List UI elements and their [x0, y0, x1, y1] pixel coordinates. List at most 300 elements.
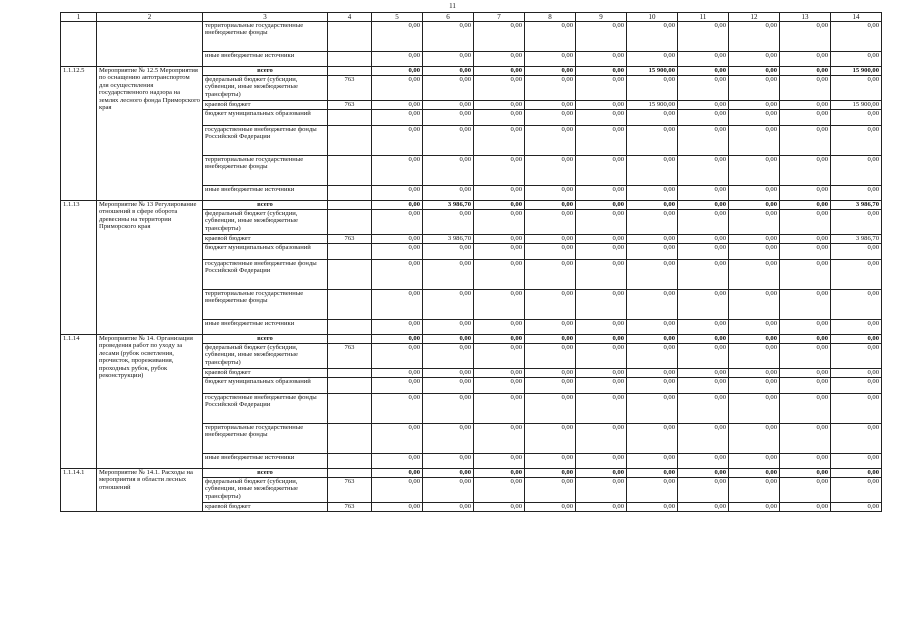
value-cell: 0,00 — [372, 67, 423, 76]
value-cell: 0,00 — [576, 186, 627, 201]
column-number: 2 — [97, 13, 203, 22]
value-cell: 0,00 — [678, 454, 729, 469]
value-cell: 0,00 — [474, 201, 525, 210]
value-cell: 0,00 — [831, 344, 882, 369]
value-cell: 0,00 — [729, 110, 780, 126]
value-cell: 0,00 — [678, 478, 729, 503]
value-cell: 0,00 — [780, 503, 831, 512]
value-cell: 0,00 — [372, 424, 423, 454]
value-cell: 0,00 — [729, 235, 780, 244]
value-cell: 0,00 — [525, 454, 576, 469]
value-cell: 0,00 — [525, 76, 576, 101]
value-cell: 0,00 — [474, 369, 525, 378]
value-cell: 0,00 — [780, 260, 831, 290]
value-cell: 0,00 — [729, 424, 780, 454]
value-cell: 0,00 — [780, 186, 831, 201]
value-cell: 0,00 — [525, 126, 576, 156]
value-cell: 0,00 — [831, 244, 882, 260]
grbs-cell — [328, 394, 372, 424]
value-cell: 0,00 — [474, 478, 525, 503]
value-cell: 0,00 — [423, 478, 474, 503]
column-number: 4 — [328, 13, 372, 22]
value-cell: 0,00 — [474, 469, 525, 478]
value-cell: 0,00 — [372, 469, 423, 478]
value-cell: 0,00 — [474, 424, 525, 454]
value-cell: 0,00 — [780, 424, 831, 454]
value-cell: 0,00 — [525, 320, 576, 335]
value-cell: 0,00 — [627, 260, 678, 290]
value-cell: 0,00 — [576, 335, 627, 344]
value-cell: 0,00 — [576, 454, 627, 469]
source-cell: краевой бюджет — [203, 503, 328, 512]
value-cell: 0,00 — [729, 335, 780, 344]
value-cell: 0,00 — [576, 469, 627, 478]
value-cell: 0,00 — [423, 67, 474, 76]
header-row — [61, 13, 882, 22]
value-cell: 0,00 — [780, 235, 831, 244]
value-cell: 0,00 — [423, 290, 474, 320]
value-cell: 0,00 — [831, 335, 882, 344]
value-cell: 0,00 — [627, 210, 678, 235]
measure-code: 1.1.14.1 — [61, 469, 97, 512]
source-cell: всего — [203, 201, 328, 210]
value-cell: 0,00 — [780, 454, 831, 469]
value-cell: 0,00 — [678, 335, 729, 344]
value-cell: 0,00 — [525, 424, 576, 454]
value-cell: 3 986,70 — [831, 235, 882, 244]
value-cell: 0,00 — [474, 454, 525, 469]
value-cell: 0,00 — [372, 378, 423, 394]
value-cell: 0,00 — [678, 369, 729, 378]
source-cell: федеральный бюджет (субсидии, субвенции, иные межбюджетные трансферты) — [203, 76, 328, 101]
value-cell: 0,00 — [729, 369, 780, 378]
value-cell: 0,00 — [474, 76, 525, 101]
source-cell: всего — [203, 335, 328, 344]
value-cell: 0,00 — [372, 76, 423, 101]
source-cell: федеральный бюджет (субсидии, субвенции, иные межбюджетные трансферты) — [203, 210, 328, 235]
source-cell: федеральный бюджет (субсидии, субвенции, иные межбюджетные трансферты) — [203, 344, 328, 369]
value-cell: 0,00 — [729, 320, 780, 335]
value-cell: 0,00 — [525, 394, 576, 424]
source-cell: государственные внебюджетные фонды Российской Федерации — [203, 260, 328, 290]
measure-name: Мероприятие № 12.5 Мероприятия по оснащению автотранспортом для осуществления государственного надзора на землях лесного фонда Приморского края — [97, 67, 203, 201]
value-cell: 0,00 — [729, 378, 780, 394]
value-cell: 0,00 — [372, 320, 423, 335]
value-cell: 0,00 — [474, 67, 525, 76]
value-cell: 0,00 — [423, 244, 474, 260]
value-cell: 0,00 — [729, 156, 780, 186]
value-cell: 0,00 — [525, 101, 576, 110]
value-cell: 0,00 — [423, 394, 474, 424]
value-cell: 0,00 — [525, 186, 576, 201]
value-cell: 0,00 — [576, 503, 627, 512]
grbs-cell — [328, 110, 372, 126]
value-cell: 0,00 — [627, 369, 678, 378]
source-cell: всего — [203, 469, 328, 478]
value-cell: 0,00 — [525, 344, 576, 369]
table-row — [61, 469, 882, 478]
grbs-cell — [328, 67, 372, 76]
value-cell: 0,00 — [678, 260, 729, 290]
value-cell: 0,00 — [372, 156, 423, 186]
grbs-cell — [328, 378, 372, 394]
value-cell: 0,00 — [576, 478, 627, 503]
value-cell: 0,00 — [729, 52, 780, 67]
measure-code: 1.1.14 — [61, 335, 97, 469]
value-cell: 0,00 — [525, 52, 576, 67]
grbs-cell — [328, 22, 372, 52]
grbs-cell — [328, 335, 372, 344]
value-cell: 0,00 — [780, 394, 831, 424]
value-cell: 0,00 — [627, 156, 678, 186]
column-number: 1 — [61, 13, 97, 22]
value-cell: 0,00 — [627, 469, 678, 478]
value-cell: 0,00 — [627, 201, 678, 210]
value-cell: 0,00 — [627, 454, 678, 469]
table-body — [61, 13, 882, 512]
value-cell: 0,00 — [576, 320, 627, 335]
value-cell: 0,00 — [831, 110, 882, 126]
measure-name: Мероприятие № 13 Регулирование отношений в сфере оборота древесины на территории Приморского края — [97, 201, 203, 335]
value-cell: 0,00 — [576, 101, 627, 110]
grbs-cell — [328, 369, 372, 378]
value-cell: 0,00 — [780, 201, 831, 210]
value-cell: 0,00 — [423, 210, 474, 235]
value-cell: 15 900,00 — [627, 67, 678, 76]
budget-table — [60, 12, 882, 512]
value-cell: 0,00 — [678, 76, 729, 101]
value-cell: 0,00 — [678, 110, 729, 126]
value-cell: 0,00 — [729, 469, 780, 478]
source-cell: территориальные государственные внебюджетные фонды — [203, 22, 328, 52]
value-cell: 0,00 — [780, 335, 831, 344]
value-cell: 0,00 — [627, 290, 678, 320]
value-cell: 0,00 — [678, 186, 729, 201]
value-cell: 0,00 — [780, 126, 831, 156]
value-cell: 0,00 — [627, 126, 678, 156]
value-cell: 0,00 — [678, 290, 729, 320]
value-cell: 0,00 — [780, 156, 831, 186]
table-row — [61, 201, 882, 210]
value-cell: 3 986,70 — [423, 235, 474, 244]
value-cell: 0,00 — [627, 235, 678, 244]
value-cell: 0,00 — [525, 335, 576, 344]
value-cell: 0,00 — [831, 126, 882, 156]
value-cell: 0,00 — [525, 235, 576, 244]
value-cell: 0,00 — [474, 210, 525, 235]
value-cell: 0,00 — [831, 156, 882, 186]
column-number: 14 — [831, 13, 882, 22]
value-cell: 0,00 — [831, 469, 882, 478]
table-row — [61, 67, 882, 76]
table-row — [61, 335, 882, 344]
value-cell: 0,00 — [678, 320, 729, 335]
value-cell: 0,00 — [576, 260, 627, 290]
value-cell: 0,00 — [627, 320, 678, 335]
source-cell: краевой бюджет — [203, 235, 328, 244]
value-cell: 0,00 — [525, 110, 576, 126]
value-cell: 0,00 — [831, 260, 882, 290]
value-cell: 3 986,70 — [423, 201, 474, 210]
value-cell: 0,00 — [729, 244, 780, 260]
grbs-cell: 763 — [328, 76, 372, 101]
value-cell: 0,00 — [474, 101, 525, 110]
value-cell: 0,00 — [780, 52, 831, 67]
grbs-cell — [328, 126, 372, 156]
value-cell: 0,00 — [423, 101, 474, 110]
value-cell: 0,00 — [780, 290, 831, 320]
value-cell: 0,00 — [525, 290, 576, 320]
grbs-cell — [328, 210, 372, 235]
value-cell: 0,00 — [678, 503, 729, 512]
value-cell: 0,00 — [831, 454, 882, 469]
measure-code: 1.1.12.5 — [61, 67, 97, 201]
column-number: 11 — [678, 13, 729, 22]
value-cell: 0,00 — [576, 52, 627, 67]
value-cell: 0,00 — [576, 210, 627, 235]
column-number: 8 — [525, 13, 576, 22]
value-cell: 0,00 — [729, 76, 780, 101]
value-cell: 0,00 — [627, 424, 678, 454]
source-cell: иные внебюджетные источники — [203, 186, 328, 201]
value-cell: 0,00 — [576, 378, 627, 394]
value-cell: 0,00 — [576, 22, 627, 52]
value-cell: 0,00 — [831, 76, 882, 101]
value-cell: 0,00 — [576, 126, 627, 156]
name-cell — [97, 22, 203, 67]
value-cell: 0,00 — [627, 52, 678, 67]
grbs-cell: 763 — [328, 478, 372, 503]
value-cell: 0,00 — [423, 344, 474, 369]
column-number: 7 — [474, 13, 525, 22]
table-row — [61, 22, 882, 52]
value-cell: 0,00 — [831, 186, 882, 201]
value-cell: 0,00 — [474, 126, 525, 156]
value-cell: 0,00 — [729, 454, 780, 469]
grbs-cell — [328, 469, 372, 478]
value-cell: 0,00 — [423, 22, 474, 52]
value-cell: 0,00 — [525, 201, 576, 210]
value-cell: 0,00 — [678, 244, 729, 260]
value-cell: 0,00 — [831, 290, 882, 320]
value-cell: 0,00 — [831, 478, 882, 503]
column-number: 6 — [423, 13, 474, 22]
value-cell: 0,00 — [525, 22, 576, 52]
value-cell: 0,00 — [831, 22, 882, 52]
value-cell: 0,00 — [678, 67, 729, 76]
value-cell: 0,00 — [627, 244, 678, 260]
column-number: 13 — [780, 13, 831, 22]
value-cell: 0,00 — [780, 469, 831, 478]
source-cell: бюджет муниципальных образований — [203, 378, 328, 394]
value-cell: 0,00 — [372, 22, 423, 52]
value-cell: 0,00 — [678, 201, 729, 210]
value-cell: 0,00 — [474, 344, 525, 369]
measure-code: 1.1.13 — [61, 201, 97, 335]
source-cell: государственные внебюджетные фонды Российской Федерации — [203, 126, 328, 156]
value-cell: 0,00 — [423, 378, 474, 394]
source-cell: бюджет муниципальных образований — [203, 244, 328, 260]
grbs-cell — [328, 186, 372, 201]
value-cell: 0,00 — [576, 110, 627, 126]
value-cell: 0,00 — [576, 424, 627, 454]
value-cell: 15 900,00 — [627, 101, 678, 110]
value-cell: 0,00 — [678, 424, 729, 454]
value-cell: 0,00 — [729, 478, 780, 503]
page-number: 11 — [449, 2, 456, 10]
value-cell: 0,00 — [729, 503, 780, 512]
value-cell: 0,00 — [729, 126, 780, 156]
grbs-cell: 763 — [328, 503, 372, 512]
value-cell: 0,00 — [372, 290, 423, 320]
value-cell: 0,00 — [423, 503, 474, 512]
value-cell: 0,00 — [423, 260, 474, 290]
value-cell: 0,00 — [831, 424, 882, 454]
value-cell: 0,00 — [423, 320, 474, 335]
value-cell: 0,00 — [729, 201, 780, 210]
value-cell: 0,00 — [780, 378, 831, 394]
value-cell: 0,00 — [423, 156, 474, 186]
value-cell: 0,00 — [474, 22, 525, 52]
value-cell: 0,00 — [474, 244, 525, 260]
value-cell: 0,00 — [423, 126, 474, 156]
source-cell: бюджет муниципальных образований — [203, 110, 328, 126]
value-cell: 0,00 — [423, 469, 474, 478]
value-cell: 0,00 — [474, 235, 525, 244]
value-cell: 0,00 — [780, 369, 831, 378]
measure-name: Мероприятие № 14. Организация проведения работ по уходу за лесами (рубок осветления, прочисток, прореживания, проходных рубок, рубок реконструкции) — [97, 335, 203, 469]
value-cell: 0,00 — [678, 378, 729, 394]
value-cell: 0,00 — [729, 344, 780, 369]
value-cell: 0,00 — [474, 186, 525, 201]
value-cell: 0,00 — [678, 101, 729, 110]
value-cell: 0,00 — [525, 156, 576, 186]
value-cell: 0,00 — [678, 126, 729, 156]
grbs-cell — [328, 201, 372, 210]
value-cell: 0,00 — [729, 186, 780, 201]
value-cell: 0,00 — [831, 503, 882, 512]
value-cell: 0,00 — [780, 320, 831, 335]
value-cell: 0,00 — [627, 378, 678, 394]
column-number: 9 — [576, 13, 627, 22]
value-cell: 0,00 — [576, 244, 627, 260]
value-cell: 0,00 — [780, 76, 831, 101]
source-cell: краевой бюджет — [203, 369, 328, 378]
value-cell: 0,00 — [474, 290, 525, 320]
value-cell: 0,00 — [576, 290, 627, 320]
value-cell: 0,00 — [372, 210, 423, 235]
value-cell: 0,00 — [423, 335, 474, 344]
value-cell: 0,00 — [678, 156, 729, 186]
grbs-cell — [328, 320, 372, 335]
source-cell: территориальные государственные внебюджетные фонды — [203, 424, 328, 454]
column-number: 12 — [729, 13, 780, 22]
value-cell: 0,00 — [831, 369, 882, 378]
value-cell: 0,00 — [474, 320, 525, 335]
grbs-cell — [328, 424, 372, 454]
value-cell: 0,00 — [474, 394, 525, 424]
grbs-cell: 763 — [328, 235, 372, 244]
value-cell: 0,00 — [576, 156, 627, 186]
value-cell: 0,00 — [423, 76, 474, 101]
value-cell: 0,00 — [372, 201, 423, 210]
value-cell: 0,00 — [576, 369, 627, 378]
source-cell: краевой бюджет — [203, 101, 328, 110]
grbs-cell — [328, 454, 372, 469]
value-cell: 0,00 — [678, 469, 729, 478]
source-cell: иные внебюджетные источники — [203, 52, 328, 67]
grbs-cell — [328, 156, 372, 186]
value-cell: 0,00 — [525, 469, 576, 478]
source-cell: государственные внебюджетные фонды Российской Федерации — [203, 394, 328, 424]
value-cell: 0,00 — [525, 260, 576, 290]
value-cell: 0,00 — [423, 52, 474, 67]
column-number: 3 — [203, 13, 328, 22]
source-cell: иные внебюджетные источники — [203, 454, 328, 469]
value-cell: 0,00 — [729, 22, 780, 52]
value-cell: 0,00 — [678, 210, 729, 235]
source-cell: территориальные государственные внебюджетные фонды — [203, 290, 328, 320]
value-cell: 0,00 — [372, 260, 423, 290]
column-number: 5 — [372, 13, 423, 22]
source-cell: иные внебюджетные источники — [203, 320, 328, 335]
value-cell: 0,00 — [474, 110, 525, 126]
value-cell: 0,00 — [678, 235, 729, 244]
measure-name: Мероприятие № 14.1. Расходы на мероприятия в области лесных отношений — [97, 469, 203, 512]
value-cell: 0,00 — [525, 210, 576, 235]
value-cell: 0,00 — [780, 67, 831, 76]
value-cell: 0,00 — [627, 344, 678, 369]
value-cell: 0,00 — [372, 478, 423, 503]
value-cell: 15 900,00 — [831, 101, 882, 110]
source-cell: территориальные государственные внебюджетные фонды — [203, 156, 328, 186]
value-cell: 0,00 — [627, 503, 678, 512]
value-cell: 0,00 — [831, 394, 882, 424]
value-cell: 0,00 — [423, 186, 474, 201]
value-cell: 0,00 — [729, 67, 780, 76]
value-cell: 15 900,00 — [831, 67, 882, 76]
value-cell: 0,00 — [423, 454, 474, 469]
value-cell: 0,00 — [831, 320, 882, 335]
value-cell: 0,00 — [780, 344, 831, 369]
value-cell: 0,00 — [576, 235, 627, 244]
value-cell: 0,00 — [474, 378, 525, 394]
value-cell: 0,00 — [423, 369, 474, 378]
value-cell: 0,00 — [372, 454, 423, 469]
value-cell: 0,00 — [831, 52, 882, 67]
value-cell: 0,00 — [372, 126, 423, 156]
value-cell: 0,00 — [678, 394, 729, 424]
value-cell: 0,00 — [525, 244, 576, 260]
value-cell: 0,00 — [576, 394, 627, 424]
grbs-cell — [328, 52, 372, 67]
value-cell: 0,00 — [525, 67, 576, 76]
value-cell: 0,00 — [780, 210, 831, 235]
value-cell: 0,00 — [372, 335, 423, 344]
value-cell: 0,00 — [729, 290, 780, 320]
value-cell: 0,00 — [831, 210, 882, 235]
value-cell: 0,00 — [627, 76, 678, 101]
value-cell: 0,00 — [372, 110, 423, 126]
value-cell: 0,00 — [474, 260, 525, 290]
value-cell: 0,00 — [831, 378, 882, 394]
value-cell: 0,00 — [525, 369, 576, 378]
value-cell: 0,00 — [525, 478, 576, 503]
value-cell: 0,00 — [372, 344, 423, 369]
value-cell: 0,00 — [372, 369, 423, 378]
value-cell: 0,00 — [372, 101, 423, 110]
value-cell: 0,00 — [729, 210, 780, 235]
